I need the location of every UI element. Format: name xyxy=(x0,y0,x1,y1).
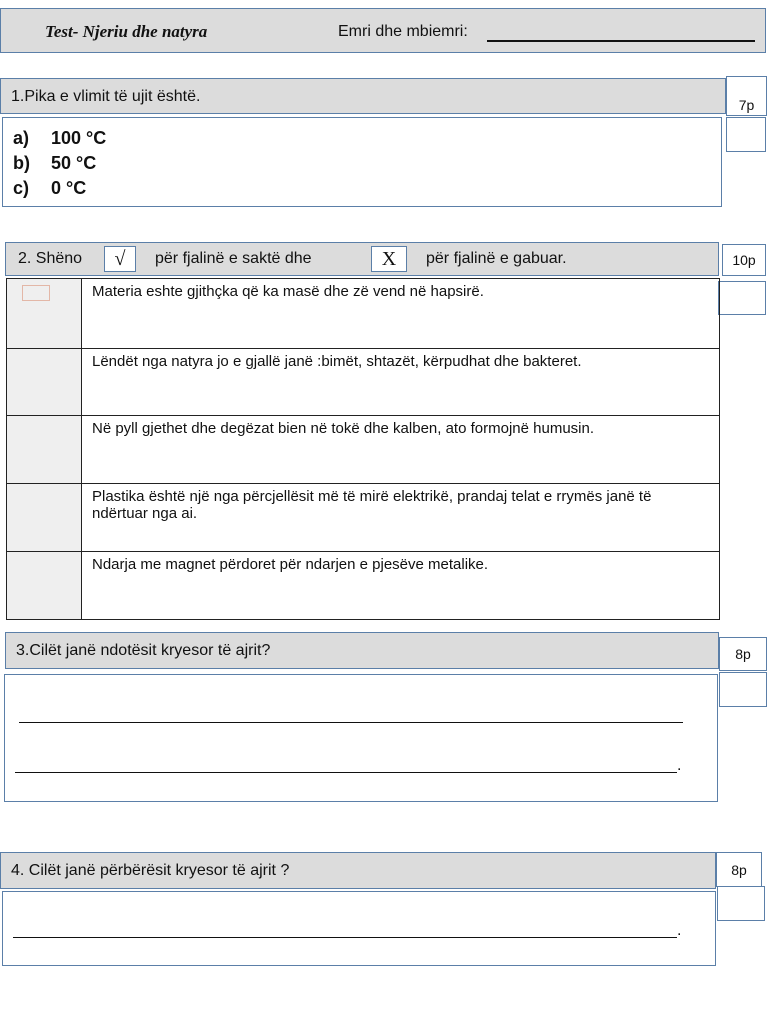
option-b[interactable] xyxy=(13,153,96,174)
question-1-score-box[interactable] xyxy=(726,117,766,152)
option-a-letter: a) xyxy=(13,128,30,148)
answer-end-mark: . xyxy=(677,757,682,774)
answer-mark-cell[interactable] xyxy=(7,484,82,552)
question-4-answer-box xyxy=(2,891,716,966)
option-c-text: 0 °C xyxy=(51,178,87,198)
statement-2: Lëndët nga natyra jo e gjallë janë :bimët, shtazët, kërpudhat dhe bakteret. xyxy=(82,349,720,416)
test-title: Test- Njeriu dhe natyra xyxy=(45,22,208,41)
question-2-score-box[interactable] xyxy=(718,281,766,315)
question-3-text: 3.Cilët janë ndotësit kryesor të ajrit? xyxy=(16,642,271,659)
answer-mark-cell[interactable] xyxy=(7,552,82,620)
name-label: Emri dhe mbiemri: xyxy=(338,23,468,40)
question-4-score-box[interactable] xyxy=(717,886,765,921)
question-3-bar xyxy=(5,632,719,669)
statement-1: Materia eshte gjithçka që ka masë dhe zë vend në hapsirë. xyxy=(82,279,720,349)
question-2-points: 10p xyxy=(722,244,766,276)
question-4-text: 4. Cilët janë përbërësit kryesor të ajrit ? xyxy=(11,862,290,879)
true-false-table xyxy=(6,278,720,620)
question-3-score-box[interactable] xyxy=(719,672,767,707)
answer-mark-cell[interactable] xyxy=(7,279,82,349)
statement-3: Në pyll gjethet dhe degëzat bien në tokë dhe kalben, ato formojnë humusin. xyxy=(82,416,720,484)
question-1-points: 7p xyxy=(726,76,767,116)
table-row xyxy=(7,552,720,620)
table-row xyxy=(7,279,720,349)
name-answer-line[interactable] xyxy=(487,40,755,42)
answer-mark-cell[interactable] xyxy=(7,416,82,484)
question-2-text-part2: për fjalinë e saktë dhe xyxy=(155,250,312,267)
option-c[interactable] xyxy=(13,178,86,199)
check-mark-icon: √ xyxy=(104,246,136,272)
question-2-bar xyxy=(5,242,719,276)
question-1-text: 1.Pika e vlimit të ujit është. xyxy=(11,88,201,105)
question-1-bar xyxy=(0,78,726,114)
question-4-bar xyxy=(0,852,716,889)
option-c-letter: c) xyxy=(13,178,30,198)
question-3-points: 8p xyxy=(719,637,767,671)
option-a[interactable] xyxy=(13,128,106,149)
answer-end-mark: . xyxy=(677,922,682,939)
table-row xyxy=(7,484,720,552)
option-b-letter: b) xyxy=(13,153,30,173)
answer-line-1[interactable] xyxy=(13,937,677,938)
question-4-points: 8p xyxy=(716,852,762,887)
answer-mark-cell[interactable] xyxy=(7,349,82,416)
answer-line-2[interactable] xyxy=(15,772,677,773)
question-3-answer-box xyxy=(4,674,718,802)
question-2-text-part1: 2. Shëno xyxy=(18,250,83,267)
question-1-options xyxy=(2,117,722,207)
statement-5: Ndarja me magnet përdoret për ndarjen e pjesëve metalike. xyxy=(82,552,720,620)
x-mark-icon: X xyxy=(371,246,407,272)
table-row xyxy=(7,349,720,416)
question-2-text-part3: për fjalinë e gabuar. xyxy=(426,250,567,267)
option-b-text: 50 °C xyxy=(51,153,97,173)
answer-line-1[interactable] xyxy=(19,722,683,723)
test-header xyxy=(0,8,766,53)
answer-checkbox[interactable] xyxy=(22,285,50,301)
option-a-text: 100 °C xyxy=(51,128,107,148)
table-row xyxy=(7,416,720,484)
statement-4: Plastika është një nga përcjellësit më të mirë elektrikë, prandaj telat e rrymës janë të ndërtuar nga ai. xyxy=(82,484,720,552)
